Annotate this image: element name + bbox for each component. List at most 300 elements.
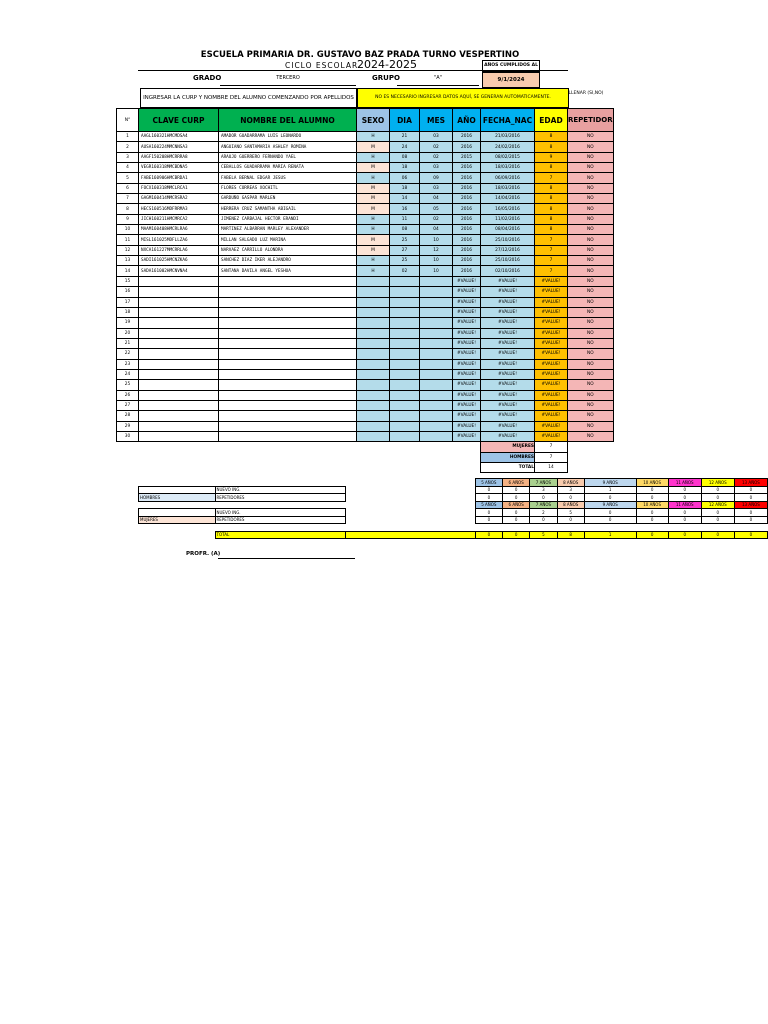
dia-cell: [390, 359, 420, 369]
age-header-cell: 13 AÑOS: [734, 501, 767, 509]
curp-cell[interactable]: MISL161025MDFLLZA6: [139, 235, 219, 245]
table-row: [117, 256, 614, 266]
student-name-cell[interactable]: AMADOR GUADARRAMA LUIS LEONARDO: [219, 132, 357, 142]
count-cell: 0: [584, 516, 636, 524]
age-header-cell: 6 AÑOS: [503, 501, 530, 509]
blank-cell: [346, 509, 476, 517]
edad-cell: 9: [535, 152, 568, 162]
sexo-cell: M: [357, 183, 390, 193]
edad-cell: 8: [535, 194, 568, 204]
edad-cell: 7: [535, 266, 568, 276]
spacer-cell: [453, 442, 481, 452]
student-name-cell[interactable]: [219, 328, 357, 338]
totals-value: 7: [535, 442, 568, 452]
table-row: [117, 225, 614, 235]
repetidor-cell[interactable]: NO: [568, 245, 614, 255]
dia-cell: [390, 390, 420, 400]
grupo-field[interactable]: "A": [397, 71, 479, 86]
profr-label: PROFR. (A): [186, 551, 221, 557]
summary-row: [139, 509, 768, 517]
mes-cell: 10: [420, 266, 453, 276]
blank-cell: [557, 524, 584, 532]
count-cell: 0: [584, 494, 636, 502]
curp-cell[interactable]: AAGL160321HMCMDSA4: [139, 132, 219, 142]
table-row: [117, 380, 614, 390]
edad-cell: 8: [535, 183, 568, 193]
age-header-cell: 7 AÑOS: [530, 479, 557, 487]
age-header-cell: 11 AÑOS: [668, 501, 701, 509]
student-name-cell[interactable]: SANTANA DAVILA ANGEL YESHUA: [219, 266, 357, 276]
spacer-cell: [390, 452, 420, 462]
repetidor-cell[interactable]: NO: [568, 328, 614, 338]
mes-cell: 02: [420, 142, 453, 152]
ano-cell: 2016: [453, 142, 481, 152]
summary-row: [139, 494, 768, 502]
spacer-cell: [117, 442, 139, 452]
row-number: 13: [117, 256, 139, 266]
edad-cell: #VALUE!: [535, 390, 568, 400]
age-header-cell: 8 AÑOS: [557, 501, 584, 509]
repetidor-cell[interactable]: NO: [568, 163, 614, 173]
student-name-cell[interactable]: NARVAEZ CARRILLO ALONDRA: [219, 245, 357, 255]
sexo-cell: M: [357, 194, 390, 204]
repetidor-cell[interactable]: NO: [568, 132, 614, 142]
dia-cell: [390, 328, 420, 338]
student-name-cell[interactable]: ANGUIANO SANTAMARIA ASHLEY ROMINA: [219, 142, 357, 152]
repetidor-cell[interactable]: NO: [568, 183, 614, 193]
summary-total-row: [139, 531, 768, 539]
dia-cell: [390, 431, 420, 441]
curp-cell[interactable]: GAGM160414MMCRSRA2: [139, 194, 219, 204]
age-header-cell: 12 AÑOS: [701, 501, 734, 509]
repetidor-cell[interactable]: NO: [568, 204, 614, 214]
curp-cell[interactable]: [139, 276, 219, 286]
fecha-cell: 06/09/2016: [481, 173, 535, 183]
col-ano-header: AÑO: [453, 109, 481, 132]
mes-cell: 04: [420, 225, 453, 235]
count-cell: 0: [530, 516, 557, 524]
student-name-cell[interactable]: FLORES CORREAS XOCHITL: [219, 183, 357, 193]
fecha-cell: #VALUE!: [481, 431, 535, 441]
blank-cell: [139, 524, 216, 532]
spacer-cell: [420, 452, 453, 462]
row-number: 15: [117, 276, 139, 286]
blank-cell: [530, 524, 557, 532]
col-mes-header: MES: [420, 109, 453, 132]
student-name-cell[interactable]: [219, 421, 357, 431]
total-count-cell: 1: [584, 531, 636, 539]
fecha-cell: 02/10/2016: [481, 266, 535, 276]
curp-cell[interactable]: [139, 431, 219, 441]
curp-cell[interactable]: [139, 359, 219, 369]
age-header-cell: 7 AÑOS: [530, 501, 557, 509]
repetidor-cell[interactable]: NO: [568, 359, 614, 369]
ano-cell: 2016: [453, 235, 481, 245]
blank-cell: [734, 524, 767, 532]
curp-cell[interactable]: [139, 328, 219, 338]
ano-cell: #VALUE!: [453, 287, 481, 297]
mes-cell: [420, 287, 453, 297]
ano-cell: 2016: [453, 163, 481, 173]
ano-cell: #VALUE!: [453, 349, 481, 359]
age-header-cell: 8 AÑOS: [557, 479, 584, 487]
mes-cell: [420, 380, 453, 390]
repetidor-cell[interactable]: NO: [568, 256, 614, 266]
curp-cell[interactable]: MAAM160408HMCRLRA6: [139, 225, 219, 235]
mes-cell: [420, 307, 453, 317]
student-table: [116, 108, 614, 473]
blank-cell: [346, 479, 476, 487]
age-header-cell: 10 AÑOS: [636, 479, 668, 487]
repetidor-cell[interactable]: NO: [568, 349, 614, 359]
mes-cell: [420, 390, 453, 400]
mes-cell: [420, 431, 453, 441]
total-count-cell: 5: [530, 531, 557, 539]
dia-cell: [390, 349, 420, 359]
fecha-cell: 16/05/2016: [481, 204, 535, 214]
student-name-cell[interactable]: [219, 400, 357, 410]
curp-cell[interactable]: [139, 390, 219, 400]
student-name-cell[interactable]: [219, 338, 357, 348]
student-name-cell[interactable]: [219, 369, 357, 379]
repetidor-cell[interactable]: NO: [568, 390, 614, 400]
anos-cumplidos-label: AÑOS CUMPLIDOS AL: [482, 60, 540, 72]
table-row: [117, 349, 614, 359]
ano-cell: 2016: [453, 183, 481, 193]
repetidor-cell[interactable]: NO: [568, 235, 614, 245]
group-label: HOMBRES: [139, 494, 216, 502]
count-cell: 1: [584, 486, 636, 494]
repetidor-cell[interactable]: NO: [568, 142, 614, 152]
student-name-cell[interactable]: SANCHEZ DIAZ IKER ALEJANDRO: [219, 256, 357, 266]
ano-cell: #VALUE!: [453, 380, 481, 390]
row-number: 29: [117, 421, 139, 431]
fecha-cell: #VALUE!: [481, 411, 535, 421]
sexo-cell: [357, 287, 390, 297]
count-cell: 0: [668, 494, 701, 502]
edad-cell: #VALUE!: [535, 338, 568, 348]
ano-cell: 2016: [453, 194, 481, 204]
repetidor-cell[interactable]: NO: [568, 276, 614, 286]
count-cell: 0: [734, 486, 767, 494]
edad-cell: #VALUE!: [535, 349, 568, 359]
ano-cell: 2016: [453, 173, 481, 183]
age-header-cell: 6 AÑOS: [503, 479, 530, 487]
age-header-cell: 11 AÑOS: [668, 479, 701, 487]
edad-cell: 8: [535, 214, 568, 224]
count-cell: 0: [734, 494, 767, 502]
blank-cell: [139, 501, 216, 509]
count-cell: 0: [584, 509, 636, 517]
row-number: 26: [117, 390, 139, 400]
student-name-cell[interactable]: [219, 359, 357, 369]
repetidor-cell[interactable]: NO: [568, 380, 614, 390]
dia-cell: [390, 276, 420, 286]
fecha-cell: 11/02/2016: [481, 214, 535, 224]
student-name-cell[interactable]: [219, 349, 357, 359]
table-row: [117, 163, 614, 173]
table-row: [117, 400, 614, 410]
dia-cell: 08: [390, 225, 420, 235]
curp-cell[interactable]: [139, 297, 219, 307]
student-name-cell[interactable]: [219, 411, 357, 421]
totals-label: TOTAL: [481, 463, 535, 473]
row-number: 5: [117, 173, 139, 183]
blank-cell: [503, 524, 530, 532]
curp-cell[interactable]: FOCX160318MMCLRCA1: [139, 183, 219, 193]
mes-cell: 10: [420, 235, 453, 245]
ano-cell: 2016: [453, 266, 481, 276]
count-cell: 0: [701, 509, 734, 517]
blank-cell: [346, 531, 476, 539]
ano-cell: 2016: [453, 214, 481, 224]
repetidor-cell[interactable]: NO: [568, 318, 614, 328]
student-name-cell[interactable]: [219, 431, 357, 441]
curp-cell[interactable]: [139, 318, 219, 328]
student-name-cell[interactable]: FABELA BERNAL EDGAR JESUS: [219, 173, 357, 183]
fecha-cell: #VALUE!: [481, 328, 535, 338]
student-name-cell[interactable]: CEBALLOS GUADARRAMA MARIA RENATA: [219, 163, 357, 173]
edad-cell: #VALUE!: [535, 421, 568, 431]
curp-cell[interactable]: SADA161002HMCNVNA4: [139, 266, 219, 276]
total-count-cell: 8: [557, 531, 584, 539]
fecha-cell: #VALUE!: [481, 390, 535, 400]
row-number: 7: [117, 194, 139, 204]
row-number: 20: [117, 328, 139, 338]
repetidor-cell[interactable]: NO: [568, 400, 614, 410]
row-number: 4: [117, 163, 139, 173]
sexo-cell: [357, 400, 390, 410]
repetidor-cell[interactable]: NO: [568, 287, 614, 297]
repetidor-cell[interactable]: NO: [568, 173, 614, 183]
fecha-cell: 08/02/2015: [481, 152, 535, 162]
count-cell: 0: [503, 509, 530, 517]
edad-cell: #VALUE!: [535, 297, 568, 307]
curp-cell[interactable]: [139, 369, 219, 379]
fecha-cell: #VALUE!: [481, 400, 535, 410]
count-cell: 0: [636, 494, 668, 502]
group-label: [139, 509, 216, 517]
grado-label: GRADO: [193, 74, 222, 82]
edad-cell: 8: [535, 204, 568, 214]
edad-cell: #VALUE!: [535, 369, 568, 379]
edad-cell: 8: [535, 132, 568, 142]
fecha-cell: 24/02/2016: [481, 142, 535, 152]
edad-cell: #VALUE!: [535, 328, 568, 338]
curp-cell[interactable]: [139, 349, 219, 359]
ano-cell: #VALUE!: [453, 318, 481, 328]
dia-cell: [390, 369, 420, 379]
table-row: [117, 276, 614, 286]
fecha-cell: #VALUE!: [481, 338, 535, 348]
table-row: [117, 359, 614, 369]
mes-cell: 03: [420, 132, 453, 142]
repetidor-cell[interactable]: NO: [568, 297, 614, 307]
totals-value: 7: [535, 452, 568, 462]
totals-label: HOMBRES: [481, 452, 535, 462]
curp-cell[interactable]: [139, 307, 219, 317]
student-name-cell[interactable]: [219, 297, 357, 307]
sexo-cell: M: [357, 245, 390, 255]
spacer-cell: [357, 463, 390, 473]
ano-cell: 2016: [453, 225, 481, 235]
sexo-cell: [357, 369, 390, 379]
edad-cell: #VALUE!: [535, 411, 568, 421]
student-name-cell[interactable]: HERRERA CRUZ SAMANTHA ABIGAIL: [219, 204, 357, 214]
mes-cell: 02: [420, 152, 453, 162]
edad-cell: #VALUE!: [535, 318, 568, 328]
student-name-cell[interactable]: [219, 287, 357, 297]
col-sexo-header: SEXO: [357, 109, 390, 132]
curp-cell[interactable]: AAGF150208HMCRRRA8: [139, 152, 219, 162]
spacer-row: [139, 524, 768, 532]
blank-cell: [346, 486, 476, 494]
edad-cell: #VALUE!: [535, 380, 568, 390]
ano-cell: #VALUE!: [453, 369, 481, 379]
col-rep-header: REPETIDOR: [568, 109, 614, 132]
curp-cell[interactable]: VEGR160318MMCBDNA5: [139, 163, 219, 173]
repetidor-cell[interactable]: NO: [568, 338, 614, 348]
ano-cell: 2016: [453, 132, 481, 142]
student-name-cell[interactable]: MILLAN SALGADO LUZ MARINA: [219, 235, 357, 245]
count-cell: 5: [557, 509, 584, 517]
total-count-cell: 0: [475, 531, 502, 539]
curp-cell[interactable]: FABE160906HMCBRDA1: [139, 173, 219, 183]
col-num-header: N°: [117, 109, 139, 132]
ano-cell: #VALUE!: [453, 297, 481, 307]
age-header-row: [139, 501, 768, 509]
curp-cell[interactable]: [139, 338, 219, 348]
student-name-cell[interactable]: [219, 318, 357, 328]
student-name-cell[interactable]: [219, 390, 357, 400]
student-name-cell[interactable]: GARDUÑO GASPAR MARLEN: [219, 194, 357, 204]
row-number: 27: [117, 400, 139, 410]
table-row: [117, 287, 614, 297]
count-cell: 0: [475, 494, 502, 502]
row-number: 19: [117, 318, 139, 328]
student-name-cell[interactable]: [219, 276, 357, 286]
fecha-cell: #VALUE!: [481, 297, 535, 307]
row-label: REPETIDORES: [215, 516, 346, 524]
sexo-cell: M: [357, 235, 390, 245]
mes-cell: [420, 349, 453, 359]
spacer-cell: [219, 452, 357, 462]
curp-cell[interactable]: AUSA160224MMCNNSA3: [139, 142, 219, 152]
repetidor-cell[interactable]: NO: [568, 225, 614, 235]
spacer-cell: [219, 463, 357, 473]
count-cell: 0: [530, 494, 557, 502]
row-number: 14: [117, 266, 139, 276]
table-header-row: [117, 109, 614, 132]
student-name-cell[interactable]: [219, 380, 357, 390]
mes-cell: 10: [420, 256, 453, 266]
repetidor-cell[interactable]: NO: [568, 307, 614, 317]
count-cell: 0: [636, 486, 668, 494]
mes-cell: [420, 328, 453, 338]
student-name-cell[interactable]: ARAUJO GUERRERO FERNANDO YAEL: [219, 152, 357, 162]
table-row: [117, 214, 614, 224]
age-header-cell: 5 AÑOS: [475, 501, 502, 509]
fecha-cell: 08/04/2016: [481, 225, 535, 235]
count-cell: 0: [557, 516, 584, 524]
curp-cell[interactable]: NXCA161227MMCRRLA6: [139, 245, 219, 255]
row-number: 6: [117, 183, 139, 193]
curp-cell[interactable]: [139, 411, 219, 421]
curp-cell[interactable]: [139, 287, 219, 297]
curp-cell[interactable]: [139, 380, 219, 390]
mes-cell: 03: [420, 183, 453, 193]
sexo-cell: H: [357, 173, 390, 183]
spacer-cell: [139, 452, 219, 462]
spacer-cell: [420, 442, 453, 452]
mes-cell: [420, 276, 453, 286]
fecha-cell: #VALUE!: [481, 307, 535, 317]
repetidor-cell[interactable]: NO: [568, 369, 614, 379]
repetidor-cell[interactable]: NO: [568, 421, 614, 431]
dia-cell: [390, 307, 420, 317]
edad-cell: #VALUE!: [535, 359, 568, 369]
row-number: 28: [117, 411, 139, 421]
repetidor-cell[interactable]: NO: [568, 411, 614, 421]
anos-cumplidos-date[interactable]: 9/1/2024: [482, 72, 540, 88]
repetidor-cell[interactable]: NO: [568, 194, 614, 204]
curp-cell[interactable]: JICH160211HMCMRCA2: [139, 214, 219, 224]
curp-cell[interactable]: [139, 421, 219, 431]
table-row: [117, 369, 614, 379]
ano-cell: 2016: [453, 204, 481, 214]
table-row: [117, 411, 614, 421]
fecha-cell: 18/03/2016: [481, 183, 535, 193]
ano-cell: #VALUE!: [453, 338, 481, 348]
fecha-cell: #VALUE!: [481, 359, 535, 369]
curp-cell[interactable]: HECS160516MDFRRMA3: [139, 204, 219, 214]
edad-cell: #VALUE!: [535, 400, 568, 410]
group-label: MUJERES: [139, 516, 216, 524]
curp-cell[interactable]: [139, 400, 219, 410]
grado-field[interactable]: TERCERO: [220, 71, 356, 86]
profr-signature-line[interactable]: [218, 558, 355, 559]
student-name-cell[interactable]: [219, 307, 357, 317]
repetidor-cell[interactable]: NO: [568, 266, 614, 276]
count-cell: 2: [530, 509, 557, 517]
ano-cell: #VALUE!: [453, 390, 481, 400]
table-row: [117, 194, 614, 204]
blank-cell: [139, 531, 216, 539]
row-number: 24: [117, 369, 139, 379]
student-name-cell[interactable]: JIMENEZ CARBAJAL HECTOR ERANDI: [219, 214, 357, 224]
count-cell: 0: [668, 486, 701, 494]
sexo-cell: [357, 359, 390, 369]
blank-cell: [215, 501, 346, 509]
fecha-cell: #VALUE!: [481, 318, 535, 328]
repetidor-cell[interactable]: NO: [568, 152, 614, 162]
curp-cell[interactable]: SADI161025HMCNZKA6: [139, 256, 219, 266]
student-name-cell[interactable]: MARTINEZ ALBARRAN MARLEY ALEXANDER: [219, 225, 357, 235]
table-row: [117, 431, 614, 441]
row-label: REPETIDORES: [215, 494, 346, 502]
count-cell: 3: [557, 486, 584, 494]
dia-cell: [390, 338, 420, 348]
spacer-cell: [420, 463, 453, 473]
repetidor-cell[interactable]: NO: [568, 214, 614, 224]
blank-cell: [668, 524, 701, 532]
blank-cell: [346, 501, 476, 509]
mes-cell: [420, 297, 453, 307]
repetidor-cell[interactable]: NO: [568, 431, 614, 441]
mes-cell: [420, 369, 453, 379]
blank-cell: [346, 494, 476, 502]
mes-cell: [420, 400, 453, 410]
